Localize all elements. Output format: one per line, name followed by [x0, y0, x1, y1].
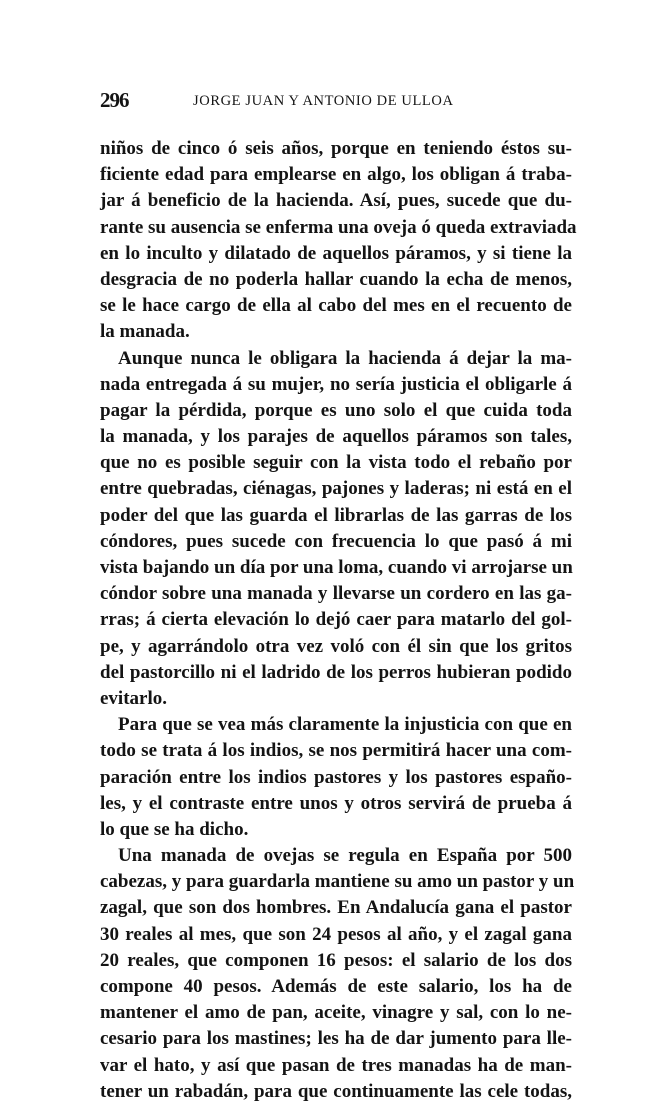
text-line: Aunque nunca le obligara la hacienda á dejar la ma-: [118, 347, 572, 369]
body-text: [100, 136, 577, 1105]
text-line: nada entregada á su mujer, no sería justicia el obligarle á: [100, 373, 572, 395]
running-head: JORGE JUAN Y ANTONIO DE ULLOA: [193, 93, 454, 109]
text-line: 30 reales al mes, que son 24 pesos al año, y el zagal gana: [100, 923, 572, 945]
text-line: var el hato, y así que pasan de tres manadas ha de man-: [100, 1054, 572, 1076]
text-line: rante su ausencia se enferma una oveja ó queda extraviada: [100, 216, 577, 238]
text-line: la manada, y los parajes de aquellos páramos son tales,: [100, 426, 572, 448]
text-line: cabezas, y para guardarla mantiene su amo un pastor y un: [100, 871, 575, 893]
text-line: se le hace cargo de ella al cabo del mes en el recuento de: [100, 295, 572, 317]
text-line: lo que se ha dicho.: [100, 818, 249, 840]
text-line: que no es posible seguir con la vista todo el rebaño por: [100, 452, 572, 474]
text-line: rras; á cierta elevación lo dejó caer para matarlo del gol-: [100, 609, 572, 631]
text-line: tener un rabadán, para que continuamente las cele todas,: [100, 1080, 572, 1102]
text-line: del pastorcillo ni el ladrido de los perros hubieran podido: [100, 661, 572, 683]
text-line: vista bajando un día por una loma, cuando vi arrojarse un: [100, 557, 573, 578]
text-line: Para que se vea más claramente la injusticia con que en: [118, 714, 572, 736]
text-line: ficiente edad para emplearse en algo, los obligan á traba-: [100, 164, 572, 186]
text-line: mantener el amo de pan, aceite, vinagre y sal, con lo ne-: [100, 1002, 572, 1024]
text-line: pe, y agarrándolo otra vez voló con él sin que los gritos: [100, 635, 572, 657]
page-number: 296: [100, 88, 129, 112]
text-line: niños de cinco ó seis años, porque en teniendo éstos su-: [100, 138, 572, 159]
text-line: Una manada de ovejas se regula en España por 500: [118, 845, 572, 867]
text-line: les, y el contraste entre unos y otros servirá de prueba á: [100, 792, 572, 814]
text-line: 20 reales, que componen 16 pesos: el salario de los dos: [100, 949, 572, 971]
text-line: en lo inculto y dilatado de aquellos páramos, y si tiene la: [100, 242, 572, 264]
text-line: jar á beneficio de la hacienda. Así, pues, sucede que du-: [100, 190, 572, 212]
text-line: cesario para los mastines; les ha de dar jumento para lle-: [100, 1028, 572, 1050]
text-line: cóndor sobre una manada y llevarse un cordero en las ga-: [100, 583, 572, 605]
text-line: la manada.: [100, 321, 190, 343]
text-line: pagar la pérdida, porque es uno solo el que cuida toda: [100, 399, 572, 421]
text-line: desgracia de no poderla hallar cuando la echa de menos,: [100, 268, 572, 290]
text-line: compone 40 pesos. Además de este salario, los ha de: [100, 976, 572, 997]
text-line: poder del que las guarda el librarlas de las garras de los: [100, 504, 572, 526]
text-line: entre quebradas, ciénagas, pajones y laderas; ni está en el: [100, 478, 572, 500]
text-line: cóndores, pues sucede con frecuencia lo que pasó á mi: [100, 530, 572, 552]
text-line: paración entre los indios pastores y los pastores españo-: [100, 766, 572, 788]
text-line: evitarlo.: [100, 687, 168, 709]
text-line: todo se trata á los indios, se nos permitirá hacer una com-: [100, 740, 572, 762]
text-line: zagal, que son dos hombres. En Andalucía gana el pastor: [100, 897, 572, 919]
page-header: [100, 88, 572, 114]
